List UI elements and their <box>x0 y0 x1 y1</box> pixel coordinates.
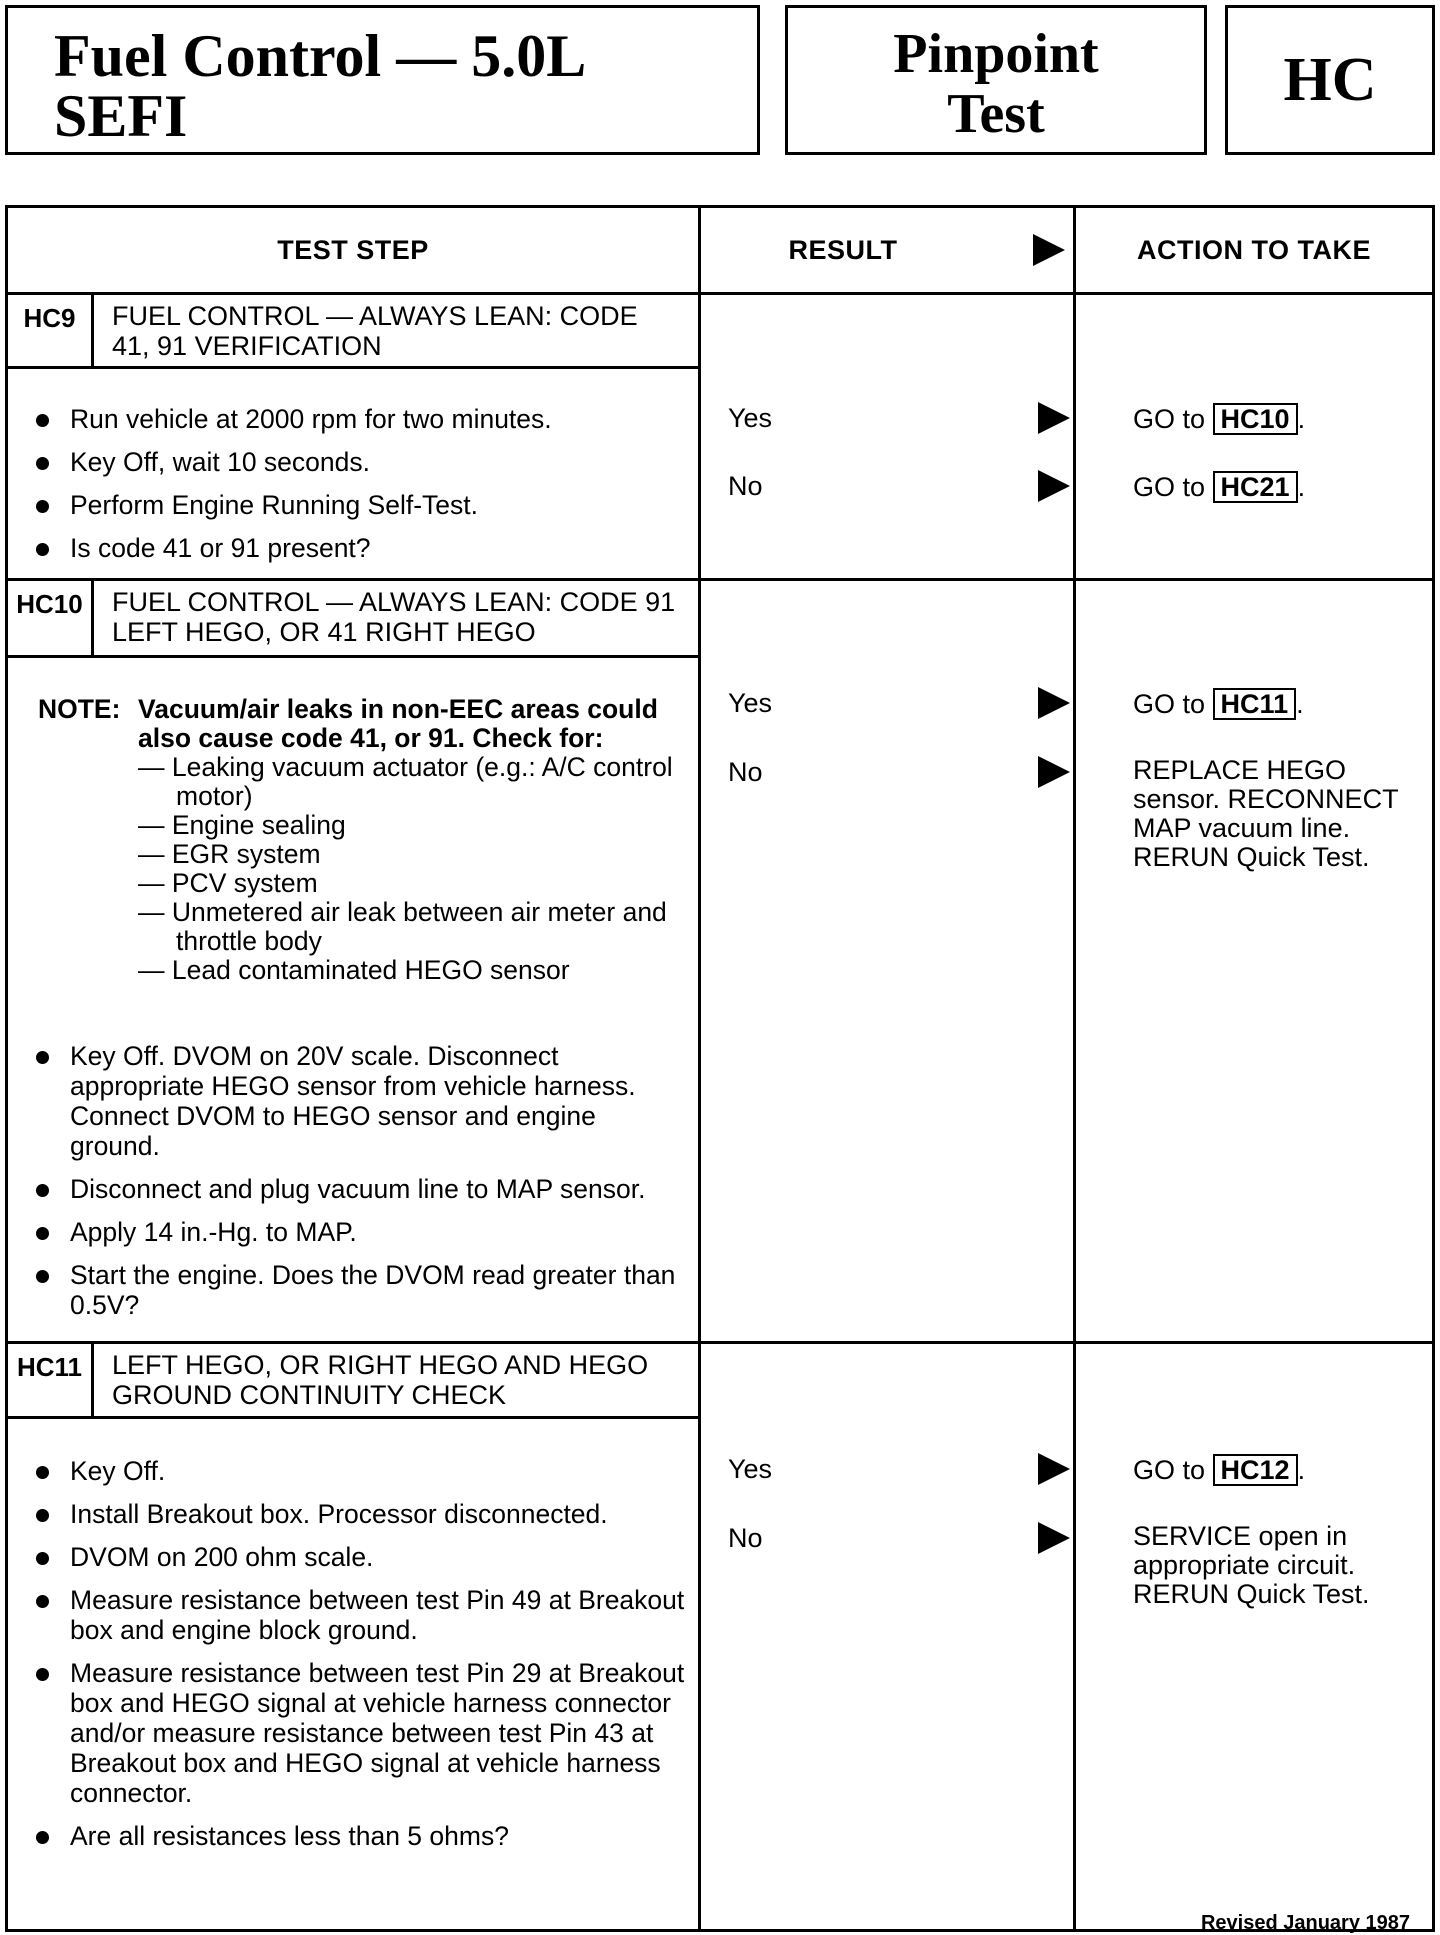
step-id: HC10 <box>8 581 94 655</box>
result-no: No <box>728 1523 763 1553</box>
revision-date: Revised January 1987 <box>1200 1912 1410 1934</box>
step-id: HC9 <box>8 295 94 366</box>
step-reference-link[interactable]: HC21 <box>1213 471 1298 503</box>
result-yes: Yes <box>728 688 773 718</box>
step-id: HC11 <box>8 1344 94 1416</box>
list-item: Key Off. <box>28 1456 688 1486</box>
list-item: Start the engine. Does the DVOM read greater than 0.5V? <box>28 1260 688 1320</box>
step-reference-link[interactable]: HC12 <box>1213 1454 1298 1486</box>
step-title: FUEL CONTROL — ALWAYS LEAN: CODE 91 LEFT HEGO, OR 41 RIGHT HEGO <box>112 587 676 647</box>
list-item: Measure resistance between test Pin 49 at Breakout box and engine block ground. <box>28 1585 688 1645</box>
note-item: — Leaking vacuum actuator (e.g.: A/C control motor) <box>138 752 673 811</box>
note-item: — Engine sealing <box>138 810 346 840</box>
action-goto: GO to HC11 . <box>1133 689 1304 719</box>
section-code: HC <box>1283 45 1377 114</box>
list-item: Run vehicle at 2000 rpm for two minutes. <box>28 404 678 434</box>
note-item: — Lead contaminated HEGO sensor <box>138 955 570 985</box>
column-header-action: ACTION TO TAKE <box>1137 234 1371 265</box>
note-label: NOTE: <box>38 694 121 724</box>
action-prefix: GO to <box>1133 404 1206 434</box>
step-title: FUEL CONTROL — ALWAYS LEAN: CODE 41, 91 VERIFICATION <box>112 301 638 361</box>
arrow-icon <box>1038 687 1070 719</box>
list-item: DVOM on 200 ohm scale. <box>28 1542 688 1572</box>
note-text: Vacuum/air leaks in non-EEC areas could also cause code 41, or 91. Check for: <box>138 694 658 753</box>
action-prefix: GO to <box>1133 472 1206 502</box>
page-title <box>5 5 760 155</box>
action-text: SERVICE open in appropriate circuit. RERUN Quick Test. <box>1133 1521 1370 1609</box>
note-item: — PCV system <box>138 868 318 898</box>
action-goto: GO to HC10 . <box>1133 404 1306 434</box>
step-bullets-hc11 <box>28 1456 688 1864</box>
list-item: Key Off. DVOM on 20V scale. Disconnect appropriate HEGO sensor from vehicle harness. Connect DVOM to HEGO sensor and engine ground. <box>28 1041 688 1161</box>
list-item: Key Off, wait 10 seconds. <box>28 447 678 477</box>
note-item: — Unmetered air leak between air meter and throttle body <box>138 897 667 956</box>
column-divider <box>1073 208 1076 1929</box>
list-item: Is code 41 or 91 present? <box>28 533 678 563</box>
arrow-icon <box>1038 756 1070 788</box>
note-item: — EGR system <box>138 839 321 869</box>
step-reference-link[interactable]: HC11 <box>1213 688 1297 720</box>
test-type-box <box>785 5 1207 155</box>
step-title: LEFT HEGO, OR RIGHT HEGO AND HEGO GROUND CONTINUITY CHECK <box>112 1350 649 1410</box>
arrow-icon <box>1038 1522 1070 1554</box>
step-bullets-hc10 <box>28 1041 688 1333</box>
test-type-line2: Test <box>947 83 1045 145</box>
list-item: Install Breakout box. Processor disconnected. <box>28 1499 688 1529</box>
test-type-line1: Pinpoint <box>893 23 1099 85</box>
arrow-icon <box>1038 1453 1070 1485</box>
result-yes: Yes <box>728 403 773 433</box>
list-item: Disconnect and plug vacuum line to MAP sensor. <box>28 1174 688 1204</box>
result-yes: Yes <box>728 1454 773 1484</box>
action-prefix: GO to <box>1133 689 1206 719</box>
list-item: Measure resistance between test Pin 29 at Breakout box and HEGO signal at vehicle harness connector and/or measure resistance between test Pin 43 at Breakout box and HEGO signal at vehicle harness connector. <box>28 1658 688 1808</box>
header-arrow-icon <box>1033 234 1065 266</box>
step-header-hc9 <box>8 292 701 369</box>
page-title-line1: Fuel Control — 5.0L <box>54 23 587 89</box>
step-reference-link[interactable]: HC10 <box>1213 403 1298 435</box>
action-goto: GO to HC21 . <box>1133 472 1306 502</box>
result-no: No <box>728 757 763 787</box>
test-table <box>5 205 1435 1932</box>
step-bullets-hc9 <box>28 404 678 576</box>
step-header-hc11 <box>8 1341 701 1419</box>
list-item: Are all resistances less than 5 ohms? <box>28 1821 688 1851</box>
action-prefix: GO to <box>1133 1455 1206 1485</box>
result-no: No <box>728 471 763 501</box>
arrow-icon <box>1038 470 1070 502</box>
action-text: REPLACE HEGO sensor. RECONNECT MAP vacuum line. RERUN Quick Test. <box>1133 755 1399 872</box>
note-block <box>38 695 678 985</box>
list-item: Apply 14 in.-Hg. to MAP. <box>28 1217 688 1247</box>
section-code-box <box>1225 5 1435 155</box>
action-goto: GO to HC12 . <box>1133 1455 1306 1485</box>
arrow-icon <box>1038 402 1070 434</box>
list-item: Perform Engine Running Self-Test. <box>28 490 678 520</box>
column-header-test-step: TEST STEP <box>277 234 429 265</box>
page-title-line2: SEFI <box>54 83 188 149</box>
column-header-result: RESULT <box>788 234 898 265</box>
column-divider <box>698 208 701 1929</box>
step-header-hc10 <box>8 578 701 658</box>
